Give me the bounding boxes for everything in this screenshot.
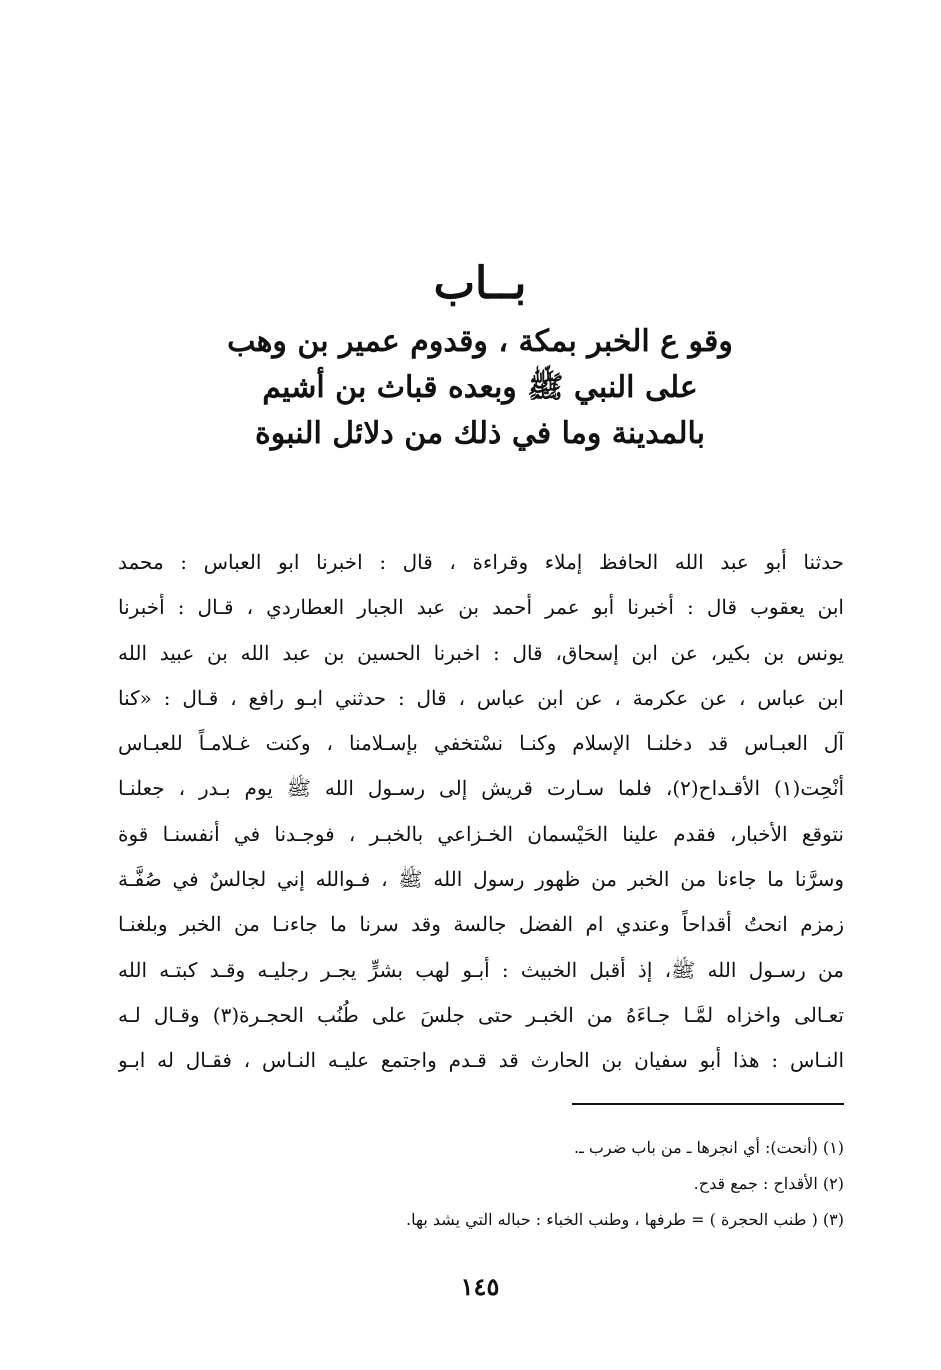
chapter-title-line-2: على النبي ﷺ وبعده قباث بن أشيم xyxy=(262,370,698,405)
body-line-9: زمزم انحتُ أقداحاً وعندي ام الفضل جالسة وقد سرنا ما جاءنـا من الخبر وبلغنـا xyxy=(118,912,844,937)
body-line-6: أنْحِت(١) الأقـداح(٢)، فلما سـارت قريش إلى رسـول الله ﷺ يوم بـدر ، جعلنـا xyxy=(118,776,844,801)
chapter-title-line-3: بالمدينة وما في ذلك من دلائل النبوة xyxy=(255,416,705,451)
footnote-3: (٣) ( طنب الحجرة ) = طرفها ، وطنب الخباء : حباله التي يشد بها. xyxy=(406,1210,844,1229)
chapter-word: بــاب xyxy=(433,258,527,309)
body-line-11: تعـالى واخزاه لمَّـا جـاءَهُ من الخبـر حتى جلسَ على طُنُب الحجـرة(٣) وقـال لـه xyxy=(118,1002,844,1027)
footnote-1: (١) (أنحت): أي انجرها ـ من باب ضرب ـ. xyxy=(574,1138,844,1157)
footnote-divider xyxy=(572,1103,844,1105)
chapter-title-line-1: وقو ع الخبر بمكة ، وقدوم عمير بن وهب xyxy=(227,324,733,359)
footnote-2: (٢) الأقداح : جمع قدح. xyxy=(693,1174,844,1193)
body-line-8: وسرَّنا ما جاءنا من الخبر من ظهور رسول الله ﷺ ، فـوالله إني لجالسٌ في صُفَّـة xyxy=(118,867,844,892)
body-line-10: من رسـول الله ﷺ، إذ أقبل الخبيث : أبـو لهب بشرٍّ يجـر رجليـه وقـد كبتـه الله xyxy=(118,957,844,982)
body-line-5: آل العبـاس قد دخلنـا الإسلام وكنـا نسْتخفي بإسـلامنا ، وكنت غـلامـاً للعبـاس xyxy=(118,731,844,756)
body-line-12: النـاس : هذا أبو سفيان بن الحارث قد قـدم واجتمع عليـه النـاس ، فقـال له ابـو xyxy=(118,1048,844,1073)
body-paragraph xyxy=(118,540,844,1084)
body-line-7: نتوقع الأخبار، فقدم علينا الحَيْسمان الخـزاعي بالخبـر ، فوجـدنا في أنفسنـا قوة xyxy=(118,821,844,846)
body-line-2: ابن يعقوب قال : أخبرنا أبو عمر أحمد بن عبد الجبار العطاردي ، قـال : أخبرنا xyxy=(118,595,844,620)
body-line-3: يونس بن بكير، عن ابن إسحاق، قال : اخبرنا الحسين بن عبد الله بن عبيد الله xyxy=(118,640,844,665)
body-line-1: حدثنا أبو عبد الله الحافظ إملاء وقراءة ، قال : اخبرنا ابو العباس : محمد xyxy=(118,550,844,574)
chapter-heading xyxy=(200,255,760,457)
body-line-4: ابن عباس ، عن عكرمة ، عن ابن عباس ، قال : حدثني ابـو رافع ، قـال : «كنا xyxy=(118,685,844,710)
footnotes xyxy=(300,1130,844,1238)
page-number: ١٤٥ xyxy=(460,1272,500,1301)
